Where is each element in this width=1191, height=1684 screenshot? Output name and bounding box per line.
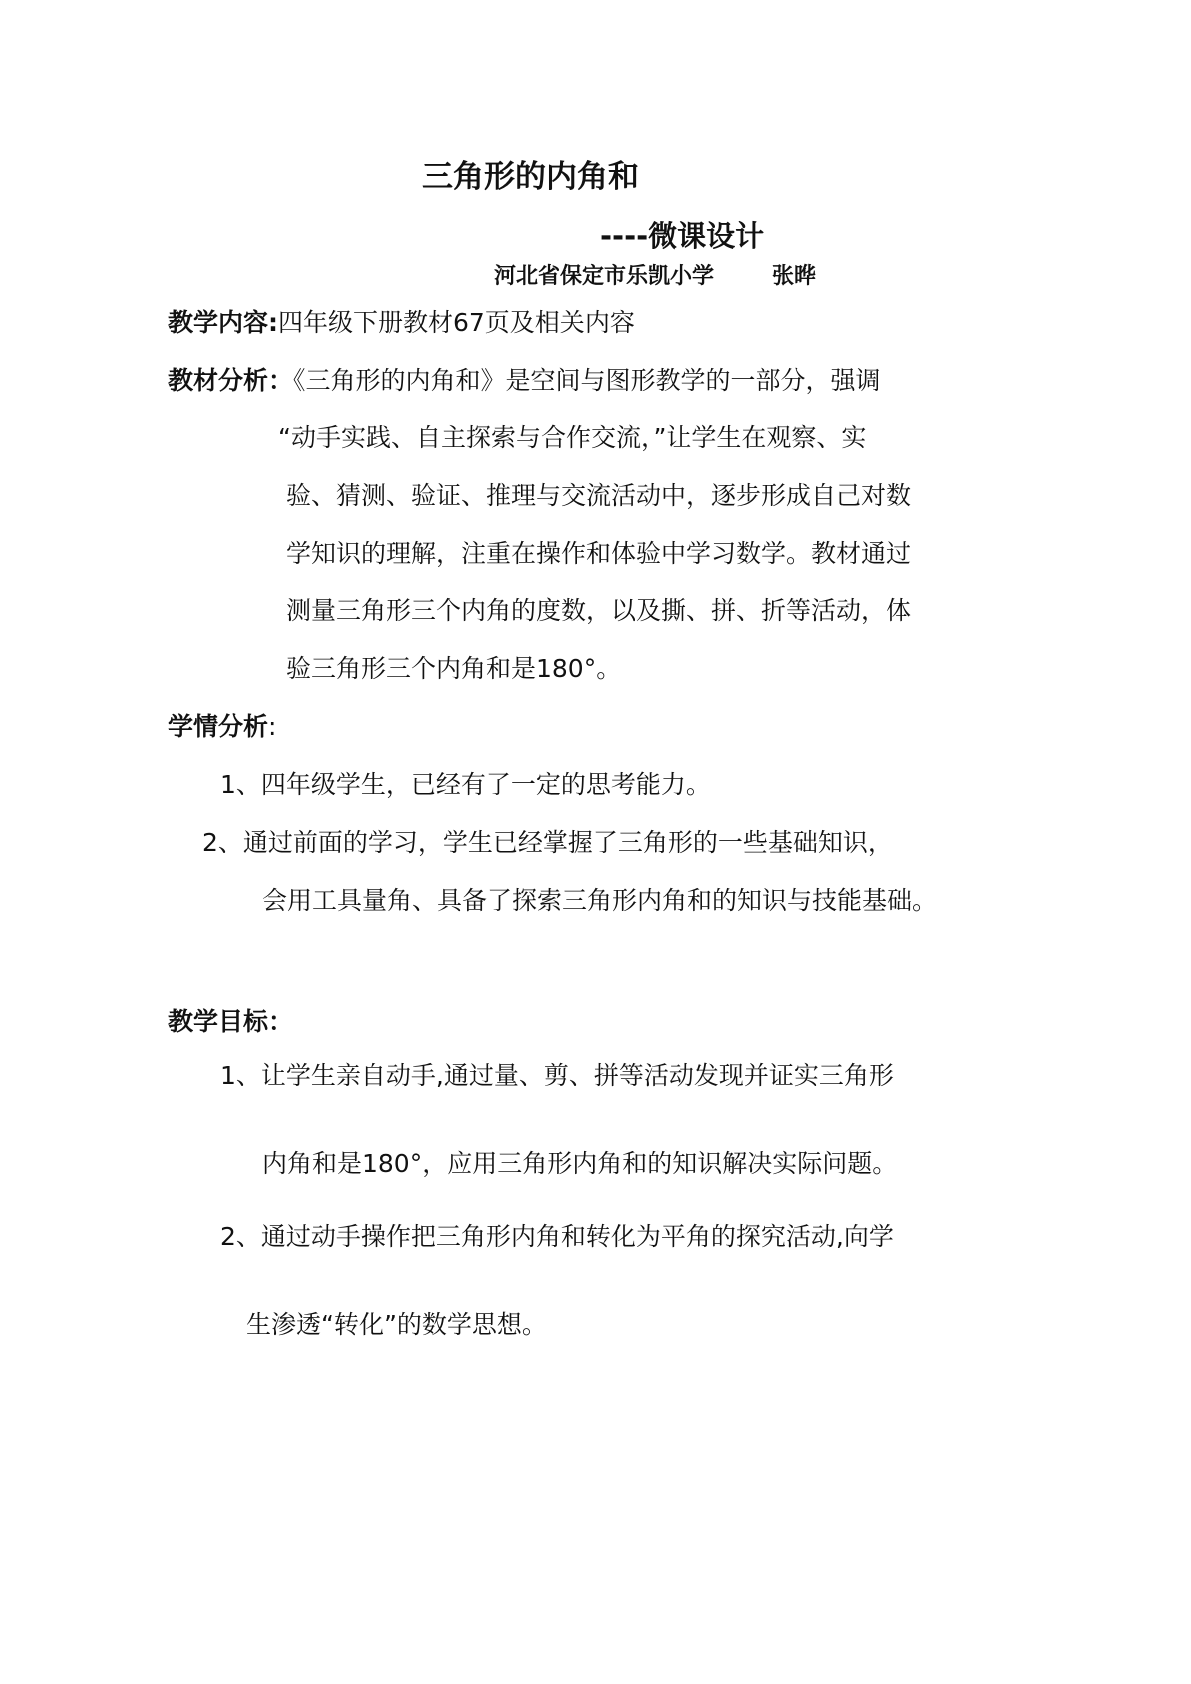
material-analysis-label: 教材分析：	[168, 366, 294, 395]
student-analysis-item: 2、通过前面的学习，学生已经掌握了三角形的一些基础知识，	[202, 828, 893, 857]
material-analysis-line: 验三角形三个内角和是180°。	[286, 654, 622, 683]
document-subtitle: ----微课设计	[600, 219, 765, 253]
student-analysis-item: 会用工具量角、具备了探索三角形内角和的知识与技能基础。	[262, 886, 938, 915]
teaching-content-text: 四年级下册教材67页及相关内容	[278, 308, 635, 337]
student-analysis-heading	[168, 710, 276, 744]
teaching-goals-item: 2、通过动手操作把三角形内角和转化为平角的探究活动,向学	[220, 1222, 894, 1251]
material-analysis-line: 验、猜测、验证、推理与交流活动中，逐步形成自己对数	[286, 481, 912, 510]
teaching-goals-item: 内角和是180°，应用三角形内角和的知识解决实际问题。	[262, 1149, 898, 1178]
teaching-content-label: 教学内容:	[168, 308, 278, 337]
author-school: 河北省保定市乐凯小学	[494, 264, 715, 289]
student-analysis-label: 学情分析	[168, 712, 269, 741]
student-analysis-colon: :	[268, 712, 277, 741]
material-analysis-line: “动手实践、自主探索与合作交流，”让学生在观察、实	[278, 423, 867, 452]
material-analysis-line: 《三角形的内角和》是空间与图形教学的一部分，强调	[293, 366, 881, 395]
material-analysis-line: 学知识的理解，注重在操作和体验中学习数学。教材通过	[286, 539, 912, 568]
document-title: 三角形的内角和	[422, 159, 639, 195]
material-analysis-first-line	[168, 364, 881, 398]
material-analysis-line: 测量三角形三个内角的度数，以及撕、拼、折等活动，体	[286, 596, 912, 625]
author-name: 张晔	[772, 264, 817, 289]
teaching-goals-item: 1、让学生亲自动手,通过量、剪、拼等活动发现并证实三角形	[220, 1061, 894, 1090]
teaching-goals-item: 生渗透“转化”的数学思想。	[246, 1310, 547, 1339]
teaching-content-row	[168, 306, 635, 340]
teaching-goals-label: 教学目标：	[168, 1007, 294, 1036]
student-analysis-item: 1、四年级学生，已经有了一定的思考能力。	[220, 770, 711, 799]
